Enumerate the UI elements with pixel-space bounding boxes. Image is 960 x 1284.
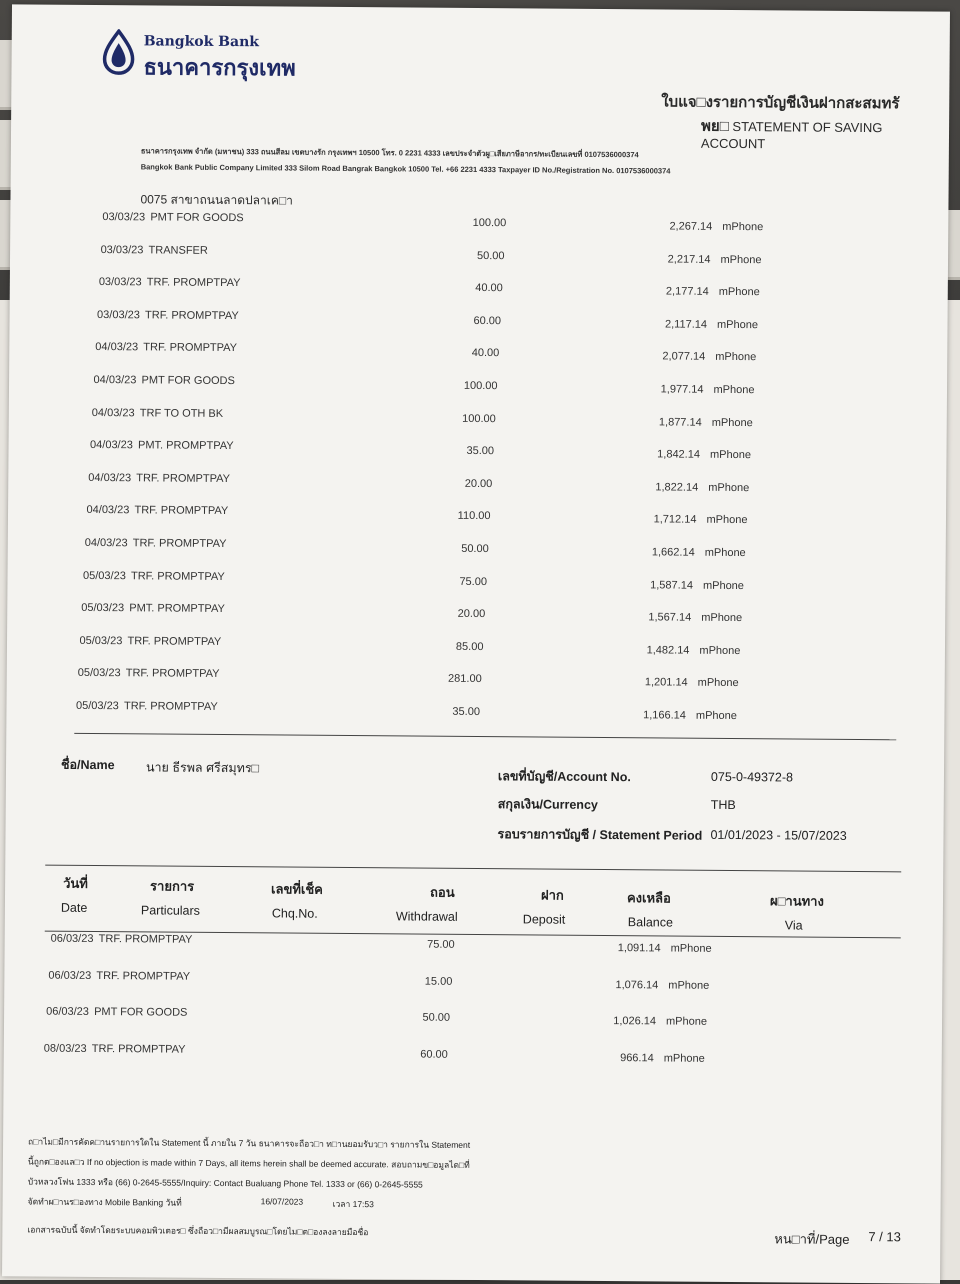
row-withdrawal: 60.00 [420, 1048, 448, 1061]
row-via: mPhone [720, 253, 762, 266]
row-withdrawal: 40.00 [471, 347, 500, 360]
col-deposit-en: Deposit [522, 912, 566, 927]
row-particulars: PMT FOR GOODS [141, 374, 235, 388]
row-balance: 1,877.14 [658, 416, 702, 429]
bank-address-th: ธนาคารกรุงเทพ จำกัด (มหาชน) 333 ถนนสีลม เขตบางรัก กรุงเทพฯ 10500 โทร. 0 2231 4333 เลขประจำตัวผู□เสียภาษีอากร/ทะเบียนเลขที่ 0107536000374 [140, 146, 639, 160]
page-label: หน□าที่/Page [774, 1231, 850, 1247]
statement-period-value: 01/01/2023 - 15/07/2023 [710, 827, 847, 843]
row-via: mPhone [670, 942, 712, 955]
row-via: mPhone [718, 286, 760, 299]
row-date: 04/03/23 [90, 439, 133, 452]
row-particulars: TRF. PROMPTPAY [98, 933, 193, 946]
row-balance: 1,587.14 [650, 578, 694, 592]
row-particulars: PMT. PROMPTPAY [138, 439, 234, 453]
footer-notice-line2: นี้ถูกต□องแล□ว If no objection is made within 7 Days, all items herein shall be deemed accurate. สอบถามข□อมูลได□ที่ [27, 1156, 470, 1170]
row-particulars: PMT FOR GOODS [150, 211, 244, 225]
row-withdrawal: 281.00 [448, 673, 482, 686]
col-date-th: วันที่ [63, 875, 88, 891]
row-date: 08/03/23 [43, 1042, 87, 1055]
col-via-th: ผ□านทาง [769, 893, 824, 909]
footer-generated-label: จัดทำผ□านร□องทาง Mobile Banking วันที่ [27, 1196, 182, 1208]
col-via-en: Via [784, 918, 803, 933]
statement-period-label: รอบรายการบัญชี / Statement Period [497, 827, 703, 843]
row-date: 04/03/23 [88, 471, 132, 485]
row-withdrawal: 75.00 [459, 575, 488, 588]
row-date: 05/03/23 [82, 569, 126, 582]
row-particulars: TRF. PROMPTPAY [134, 504, 229, 518]
row-via: mPhone [708, 481, 750, 494]
col-deposit-th: ฝาก [540, 887, 564, 903]
table-header-top-rule [45, 865, 901, 873]
row-via: mPhone [713, 383, 755, 397]
row-via: mPhone [668, 979, 710, 992]
footer-generated-time: เวลา 17:53 [332, 1198, 374, 1210]
row-via: mPhone [701, 611, 743, 625]
row-balance: 1,026.14 [613, 1015, 657, 1028]
row-date: 04/03/23 [84, 536, 128, 550]
row-particulars: TRF. PROMPTPAY [96, 969, 191, 983]
row-date: 04/03/23 [95, 341, 139, 354]
row-withdrawal: 20.00 [464, 477, 493, 490]
account-no-value: 075-0-49372-8 [710, 769, 794, 785]
row-withdrawal: 50.00 [461, 542, 489, 556]
footer-generated-date: 16/07/2023 [260, 1196, 304, 1207]
row-date: 03/03/23 [102, 211, 146, 224]
row-via: mPhone [716, 318, 759, 331]
row-particulars: TRF. PROMPTPAY [132, 537, 227, 551]
row-via: mPhone [699, 644, 741, 657]
account-no-label: เลขที่บัญชี/Account No. [497, 769, 631, 785]
row-date: 05/03/23 [77, 667, 121, 680]
row-withdrawal: 100.00 [462, 412, 496, 425]
row-balance: 966.14 [620, 1051, 654, 1064]
row-via: mPhone [704, 546, 746, 560]
row-via: mPhone [663, 1051, 705, 1065]
row-balance: 1,567.14 [648, 611, 692, 624]
statement-page [2, 4, 950, 1283]
page-number: 7 / 13 [868, 1229, 901, 1245]
row-balance: 1,712.14 [653, 513, 697, 527]
row-date: 04/03/23 [86, 504, 130, 517]
row-balance: 1,977.14 [660, 383, 704, 396]
row-withdrawal: 110.00 [457, 510, 491, 523]
currency-value: THB [710, 797, 736, 813]
row-particulars: TRF. PROMPTPAY [91, 1042, 186, 1056]
row-particulars: TRANSFER [148, 243, 208, 257]
currency-label: สกุลเงิน/Currency [497, 797, 598, 812]
row-date: 03/03/23 [97, 308, 140, 322]
row-withdrawal: 100.00 [463, 379, 498, 393]
document-title-th-suffix: พย□ [701, 117, 729, 135]
col-balance-en: Balance [627, 915, 674, 930]
footer-notice-line1: ถ□าไม□มีการคัดค□านรายการใดใน Statement นี้ ภายใน 7 วัน ธนาคารจะถือว□า ท□านยอมรับว□า รายการใน Statement [28, 1136, 471, 1150]
row-balance: 1,091.14 [617, 942, 661, 955]
row-particulars: TRF. PROMPTPAY [123, 700, 218, 713]
row-particulars: TRF. PROMPTPAY [130, 569, 225, 583]
document-title-en: STATEMENT OF SAVING [732, 118, 883, 136]
row-via: mPhone [697, 677, 739, 690]
row-withdrawal: 50.00 [476, 249, 505, 262]
row-withdrawal: 75.00 [427, 938, 455, 951]
row-withdrawal: 50.00 [422, 1011, 451, 1024]
row-particulars: TRF. PROMPTPAY [145, 309, 239, 322]
bank-name-en: Bangkok Bank [143, 33, 260, 51]
footer-computer-generated: เอกสารฉบับนี้ จัดทำโดยระบบคอมพิวเตอร□ ซึ่งถือว□ามีผลสมบูรณ□โดยไม□ต□องลงลายมือชื่อ [27, 1224, 369, 1238]
bangkok-bank-logo-icon [101, 29, 135, 75]
bank-name-th: ธนาคารกรุงเทพ [143, 54, 296, 81]
col-date-en: Date [60, 900, 88, 915]
row-withdrawal: 85.00 [455, 640, 484, 653]
row-balance: 1,166.14 [643, 709, 686, 722]
row-date: 06/03/23 [48, 969, 92, 982]
col-balance-th: คงเหลือ [626, 890, 671, 906]
name-value: นาย ธีรพล ศรีสมุทร□ [145, 760, 260, 776]
row-withdrawal: 60.00 [473, 314, 502, 327]
row-balance: 2,117.14 [664, 318, 708, 331]
row-date: 06/03/23 [50, 932, 94, 945]
col-particulars-th: รายการ [150, 878, 195, 894]
row-date: 05/03/23 [79, 634, 123, 647]
row-balance: 1,662.14 [651, 546, 695, 559]
branch-name: 0075 สาขาถนนลาดปลาเค□า [140, 192, 293, 208]
row-date: 04/03/23 [91, 406, 135, 419]
document-title-en-line3: ACCOUNT [700, 135, 766, 152]
col-chq-en: Chq.No. [271, 906, 318, 921]
row-balance: 2,177.14 [665, 285, 709, 298]
row-via: mPhone [709, 449, 752, 462]
row-via: mPhone [702, 579, 745, 592]
row-particulars: TRF. PROMPTPAY [125, 667, 220, 681]
row-date: 04/03/23 [93, 373, 137, 387]
col-withdrawal-en: Withdrawal [395, 909, 458, 924]
row-balance: 1,482.14 [646, 644, 690, 657]
row-date: 05/03/23 [75, 699, 119, 713]
row-particulars: TRF. PROMPTPAY [146, 276, 241, 290]
row-balance: 1,076.14 [615, 978, 659, 991]
row-balance: 2,217.14 [667, 253, 711, 266]
document-title-th: ใบแจ□งรายการบัญชีเงินฝากสะสมทรั [661, 93, 900, 113]
section-divider [74, 733, 896, 740]
row-balance: 1,822.14 [655, 481, 699, 494]
row-balance: 1,201.14 [644, 676, 688, 690]
row-particulars: TRF. PROMPTPAY [143, 341, 238, 355]
bank-address-en: Bangkok Bank Public Company Limited 333 Silom Road Bangrak Bangkok 10500 Tel. +66 2231 4333 Taxpayer ID No./Registration No. 0107536000374 [140, 162, 671, 176]
row-date: 03/03/23 [100, 243, 144, 256]
footer-inquiry: บัวหลวงโฟน 1333 หรือ (66) 0-2645-5555/Inquiry: Contact Bualuang Phone Tel. 1333 or (66) 0-2645-5555 [27, 1176, 423, 1190]
col-chq-th: เลขที่เช็ค [271, 881, 323, 897]
row-withdrawal: 20.00 [457, 608, 486, 621]
row-via: mPhone [695, 709, 737, 723]
row-balance: 1,842.14 [657, 448, 701, 461]
row-date: 03/03/23 [98, 276, 142, 289]
row-date: 06/03/23 [46, 1005, 89, 1018]
col-withdrawal-th: ถอน [429, 884, 455, 900]
row-withdrawal: 35.00 [466, 445, 495, 458]
row-withdrawal: 40.00 [475, 282, 503, 295]
row-withdrawal: 15.00 [424, 975, 453, 988]
row-via: mPhone [722, 220, 764, 234]
row-particulars: PMT FOR GOODS [94, 1005, 188, 1019]
row-via: mPhone [706, 514, 748, 527]
col-particulars-en: Particulars [140, 903, 201, 918]
row-withdrawal: 100.00 [472, 216, 507, 230]
row-via: mPhone [715, 351, 757, 364]
row-via: mPhone [711, 416, 753, 429]
row-particulars: TRF. PROMPTPAY [127, 635, 222, 648]
row-withdrawal: 35.00 [452, 705, 481, 719]
row-particulars: TRF TO OTH BK [139, 406, 224, 420]
row-particulars: TRF. PROMPTPAY [136, 472, 231, 485]
name-label: ชื่อ/Name [60, 757, 115, 773]
row-balance: 2,267.14 [669, 220, 713, 233]
row-particulars: PMT. PROMPTPAY [129, 602, 225, 616]
row-via: mPhone [665, 1015, 708, 1028]
row-balance: 2,077.14 [662, 350, 706, 364]
row-date: 05/03/23 [81, 602, 125, 615]
